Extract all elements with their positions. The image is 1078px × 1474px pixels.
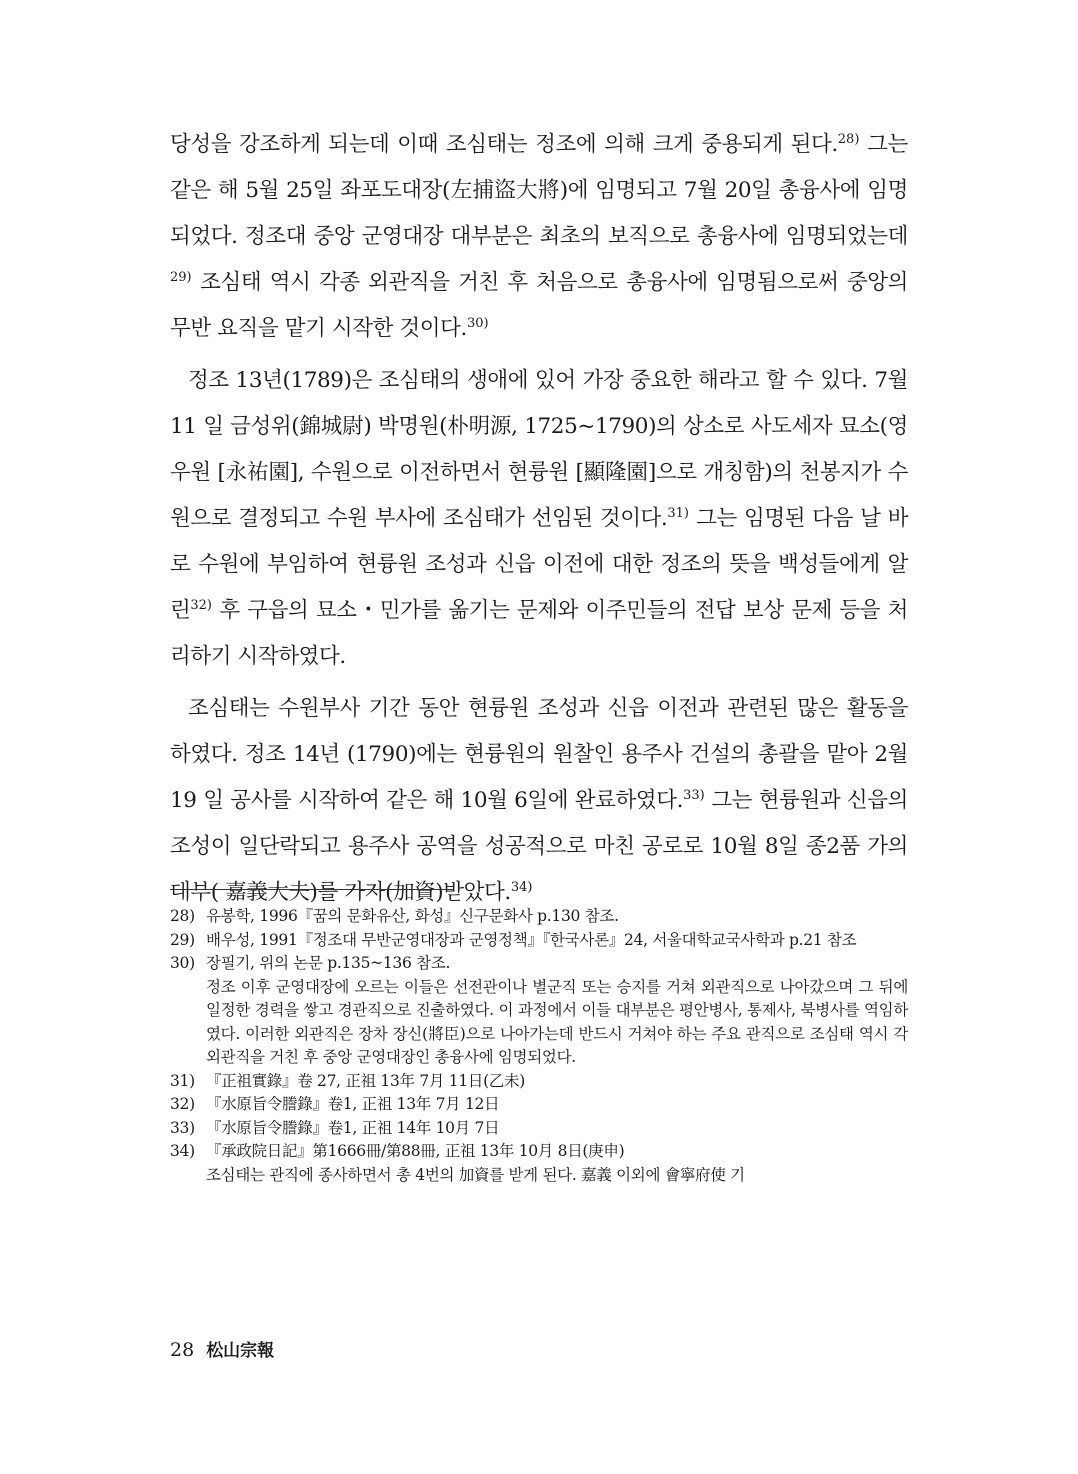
footnotes	[170, 905, 908, 1187]
page-footer	[170, 1336, 274, 1361]
footnote-ref[interactable]: 30)	[466, 316, 489, 331]
page-number: 28	[170, 1339, 195, 1361]
footnote-ref[interactable]: 29)	[170, 270, 192, 285]
footnote-29: 29) 배우성, 1991『정조대 무반군영대장과 군영정책』『한국사론』24, 서울대학교국사학과 p.21 참조	[170, 930, 857, 949]
footnote-33: 33) 『水原旨令謄錄』卷1, 正祖 14年 10月 7日	[170, 1118, 500, 1137]
footnote-30: 30) 장필기, 위의 논문 p.135~136 참조.	[170, 954, 451, 972]
footnote-ref[interactable]: 34)	[510, 880, 533, 895]
footnote-34-continued: 조심태는 관직에 종사하면서 총 4번의 加資를 받게 된다. 嘉義 이외에 會寧府使 기	[206, 1165, 745, 1184]
paragraph-2: 정조 13년(1789)은 조심태의 생애에 있어 가장 중요한 해라고 할 수 있다. 7월 11 일 금성위(錦城尉) 박명원(朴明源, 1725~1790)의 상소로 사도세자 묘소(영우원 [永祐園], 수원으로 이전하면서 현륭원 [顯隆園]으로 개칭함)의 천봉지가 수원으로 결정되고 수원 부사에 조심태가 선임된 것이다.$^{31)}$ 그는 임명된 다음 날 바로 수원에 부임하여 현륭원 조성과 신읍 이전에 대한 정조의 뜻을 백성들에게 알린$^{32)}$ 후 구읍의 묘소・민가를 옮기는 문제와 이주민들의 전답 보상 문제 등을 처리하기 시작하였다.	[170, 368, 908, 669]
footnote-ref[interactable]: 28)	[837, 132, 860, 147]
paragraph-1: 당성을 강조하게 되는데 이때 조심태는 정조에 의해 크게 중용되게 된다.$^{28)}$ 그는 같은 해 5월 25일 좌포도대장(左捕盜大將)에 임명되고 7월 20일 총융사에 임명되었다. 정조대 중앙 군영대장 대부분은 최초의 보직으로 총융사에 임명되었는데$^{29)}$ 조심태 역시 각종 외관직을 거친 후 처음으로 총융사에 임명됨으로써 중앙의 무반 요직을 맡기 시작한 것이다.$^{30)}$	[170, 132, 908, 341]
footnote-31: 31) 『正祖實錄』卷 27, 正祖 13年 7月 11日(乙未)	[170, 1071, 525, 1090]
footnote-32: 32) 『水原旨令謄錄』卷1, 正祖 13年 7月 12日	[170, 1095, 500, 1113]
footnote-ref[interactable]: 31)	[667, 506, 689, 521]
footnote-28: 28) 유봉학, 1996『꿈의 문화유산, 화성』신구문화사 p.130 참조.	[170, 907, 619, 925]
footnote-divider	[170, 889, 454, 890]
body-text	[170, 122, 908, 916]
footnote-34: 34) 『承政院日記』第1666冊/第88冊, 正祖 13年 10月 8日(庚申)	[170, 1142, 625, 1160]
footnote-ref[interactable]: 32)	[190, 598, 212, 613]
publication-title: 松山宗報	[206, 1341, 275, 1361]
footnote-30-continued: 정조 이후 군영대장에 오르는 이들은 선전관이나 별군직 또는 승지를 거쳐 외관직으로 나아갔으며 그 뒤에 일정한 경력을 쌓고 경관직으로 진출하였다. 이 과정에서 이들 대부분은 평안병사, 통제사, 북병사를 역임하였다. 이러한 외관직은 장차 장신(將臣)으로 나아가는데 반드시 거쳐야 하는 주요 관직으로 조심태 역시 각 외관직을 거친 후 중앙 군영대장인 총융사에 임명되었다.	[206, 977, 908, 1066]
footnote-ref[interactable]: 33)	[683, 788, 705, 803]
paragraph-3: 조심태는 수원부사 기간 동안 현륭원 조성과 신읍 이전과 관련된 많은 활동을 하였다. 정조 14년 (1790)에는 현륭원의 원찰인 용주사 건설의 총괄을 맡아 2월 19 일 공사를 시작하여 같은 해 10월 6일에 완료하였다.$^{33)}$ 그는 현륭원과 신읍의 조성이 일단락되고 용주사 공역을 성공적으로 마친 공로로 10월 8일 종2품 가의대부( 嘉義大夫)를 가자(加資)받았다.$^{34)}$	[170, 696, 908, 905]
